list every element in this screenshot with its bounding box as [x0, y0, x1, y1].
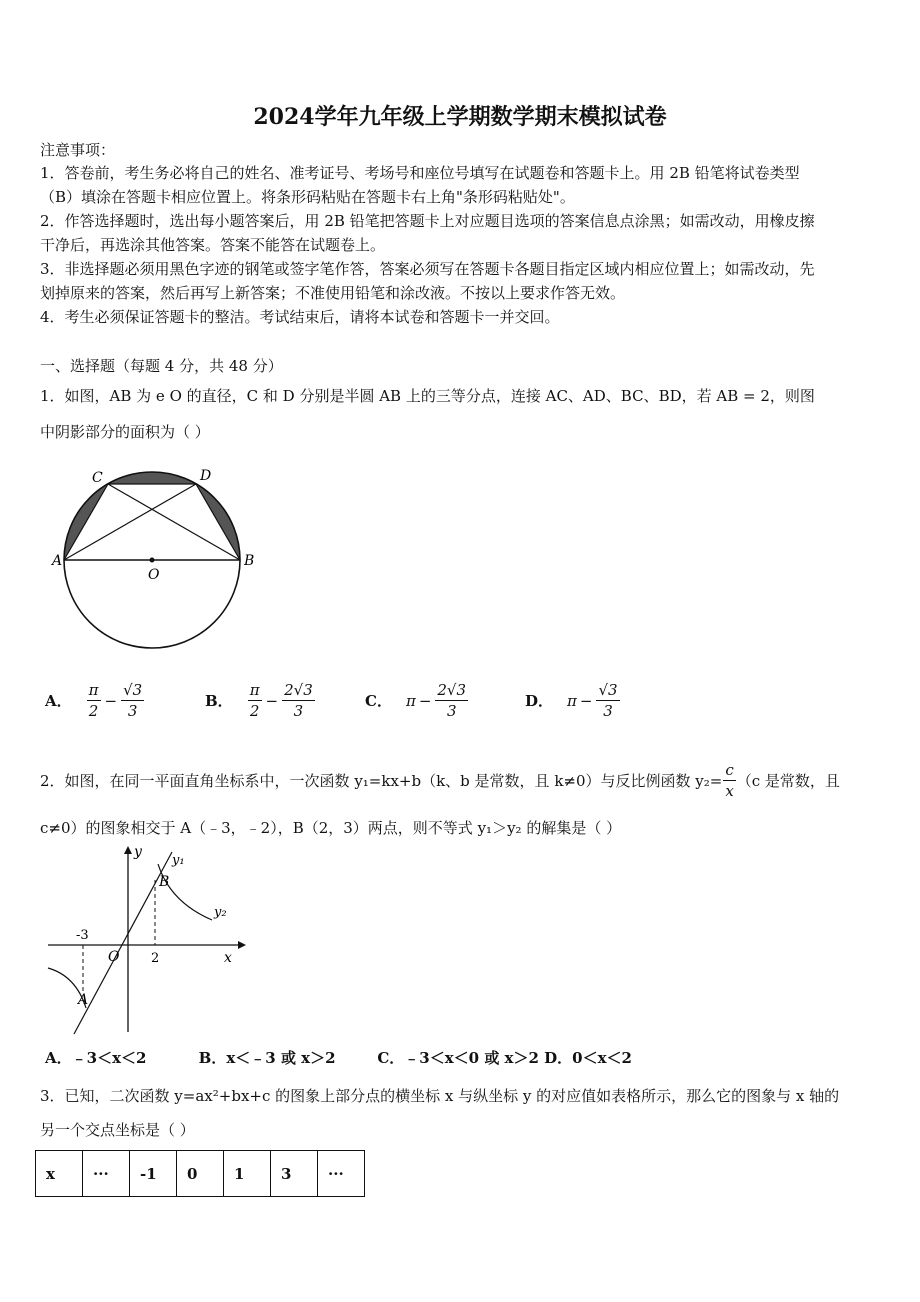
label-o: O [148, 567, 160, 583]
label-c: C [92, 470, 103, 486]
q2-frac-num: c [725, 761, 734, 779]
q1-line-2: 中阴影部分的面积为（ ） [40, 423, 210, 441]
q1-option-d[interactable] [525, 680, 621, 721]
q1-option-d-label: D． [525, 692, 554, 710]
q1-option-c-label: C． [365, 692, 392, 710]
section-heading: 一、选择题（每题 4 分，共 48 分） [40, 357, 283, 375]
q1-a-num1: π [88, 681, 99, 699]
table-cell: 0 [177, 1151, 224, 1197]
table-cell: 3 [271, 1151, 318, 1197]
q1-option-b[interactable] [205, 680, 316, 721]
label-neg3: -3 [76, 928, 89, 943]
q3-line-2: 另一个交点坐标是（ ） [40, 1121, 195, 1139]
q1-a-num2: √3 [123, 681, 143, 699]
segment-bd [196, 484, 240, 560]
line-y1 [74, 852, 172, 1034]
q1-option-c[interactable] [365, 680, 469, 721]
segment-ac [64, 484, 108, 560]
label-a: A [78, 992, 89, 1008]
axis-label-x: x [224, 950, 232, 966]
q3-value-table [35, 1150, 365, 1197]
notice-line-7: 4．考生必须保证答题卡的整洁。考试结束后，请将本试卷和答题卡一并交回。 [40, 308, 560, 326]
q1-a-den1: 2 [88, 702, 99, 720]
q2-line-1-pre: 2．如图，在同一平面直角坐标系中，一次函数 y₁=kx+b（k、b 是常数，且 k≠0）与反比例函数 y₂= [40, 771, 723, 790]
center-point [150, 558, 155, 563]
q2-line-1-post: （c 是常数，且 [736, 771, 840, 790]
label-b: B [244, 553, 255, 569]
q2-frac-den: x [725, 782, 734, 800]
q2-options: A．﹣3＜x＜2 B．x＜﹣3 或 x＞2 C．﹣3＜x＜0 或 x＞2 D．0＜x＜2 [45, 1049, 632, 1067]
table-cell: -1 [130, 1151, 177, 1197]
label-y1: y₁ [172, 853, 185, 868]
q1-line-1: 1．如图，AB 为 e O 的直径，C 和 D 分别是半圆 AB 上的三等分点，连接 AC、AD、BC、BD，若 AB = 2，则图 [40, 387, 815, 405]
notice-line-5: 3．非选择题必须用黑色字迹的钢笔或签字笔作答，答案必须写在答题卡各题目指定区域内相应位置上；如需改动，先 [40, 260, 815, 278]
notice-line-2: （B）填涂在答题卡相应位置上。将条形码粘贴在答题卡右上角"条形码粘贴处"。 [40, 188, 575, 206]
q1-b-op: − [265, 691, 279, 710]
q1-b-den1: 2 [249, 702, 260, 720]
q1-b-den2: 3 [293, 702, 304, 720]
x-axis-arrow [238, 941, 246, 949]
q1-a-den2: 3 [127, 702, 138, 720]
q2-graph-figure [40, 842, 255, 1037]
label-a: A [52, 553, 63, 569]
q1-c-op: − [418, 691, 432, 710]
label-b: B [159, 874, 170, 890]
q1-d-num: √3 [598, 681, 618, 699]
q1-d-den: 3 [603, 702, 613, 720]
q3-line-1: 3．已知，二次函数 y=ax²+bx+c 的图象上部分点的横坐标 x 与纵坐标 y 的对应值如表格所示，那么它的图象与 x 轴的 [40, 1087, 840, 1105]
table-cell: ··· [83, 1151, 130, 1197]
notice-line-6: 划掉原来的答案，然后再写上新答案；不准使用铅笔和涂改液。不按以上要求作答无效。 [40, 284, 626, 302]
q1-c-num: 2√3 [437, 681, 467, 699]
notice-line-4: 干净后，再选涂其他答案。答案不能答在试题卷上。 [40, 236, 386, 254]
table-cell: x [36, 1151, 83, 1197]
y-axis-arrow [124, 846, 132, 854]
q2-line-2: c≠0）的图象相交于 A（﹣3，﹣2），B（2，3）两点，则不等式 y₁＞y₂ 的解集是（ ） [40, 819, 622, 837]
table-cell: 1 [224, 1151, 271, 1197]
page-title: 2024学年九年级上学期数学期末模拟试卷 [253, 104, 667, 130]
notice-heading: 注意事项： [40, 141, 116, 159]
q1-option-a[interactable] [45, 680, 145, 721]
notice-line-3: 2．作答选择题时，选出每小题答案后，用 2B 铅笔把答题卡上对应题目选项的答案信息点涂黑；如需改动，用橡皮擦 [40, 212, 815, 230]
table-cell: ··· [318, 1151, 365, 1197]
axis-label-y: y [134, 844, 142, 860]
q1-circle-figure [40, 455, 270, 665]
q1-b-num2: 2√3 [284, 681, 313, 699]
label-o: O [108, 949, 120, 965]
q1-a-op: − [104, 691, 118, 710]
notice-line-1: 1．答卷前，考生务必将自己的姓名、准考证号、考场号和座位号填写在试题卷和答题卡上。用 2B 铅笔将试卷类型 [40, 164, 800, 182]
q2-line-1 [40, 760, 840, 801]
q1-d-pre: π [567, 691, 577, 710]
label-y2: y₂ [214, 905, 227, 920]
label-two: 2 [151, 951, 160, 966]
table-row [36, 1151, 365, 1197]
q1-c-den: 3 [446, 702, 457, 720]
q1-option-b-label: B． [205, 692, 233, 710]
q1-d-op: − [579, 691, 593, 710]
label-d: D [200, 468, 212, 484]
q1-c-pre: π [405, 691, 416, 710]
q1-b-num1: π [249, 681, 260, 699]
q1-option-a-label: A． [45, 692, 72, 710]
hyperbola-branch-1 [158, 864, 212, 920]
